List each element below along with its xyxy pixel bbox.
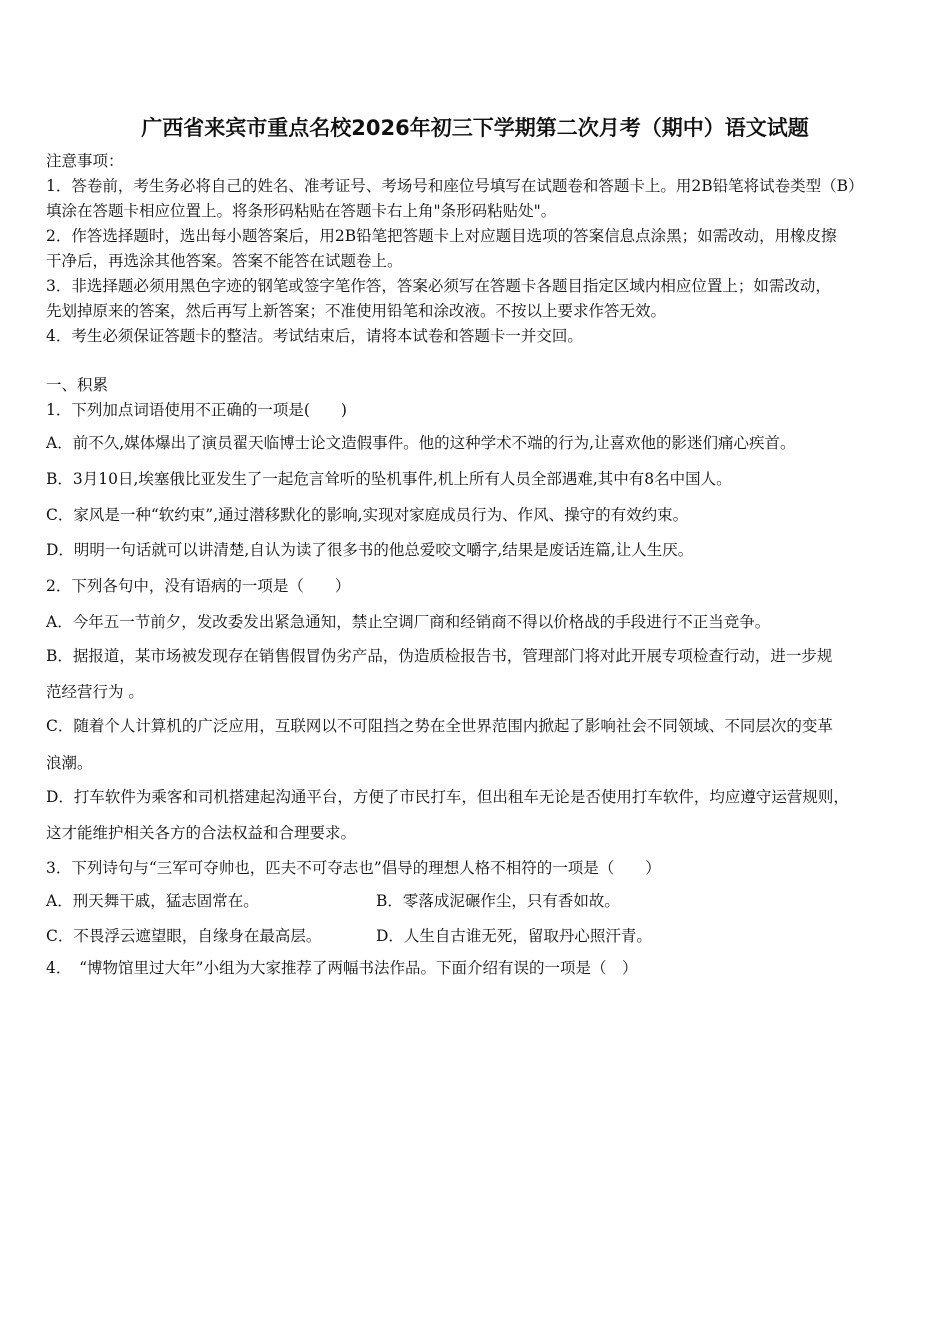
question-2-option-d-cont: 这才能维护相关各方的合法权益和合理要求。 <box>46 824 357 842</box>
section-heading: 一、积累 <box>46 376 109 394</box>
question-2-option-a: A．今年五一节前夕，发改委发出紧急通知，禁止空调厂商和经销商不得以价格战的手段进行不正当竞争。 <box>46 613 771 631</box>
question-2-option-b-cont: 范经营行为 。 <box>46 683 144 701</box>
question-2-stem: 2．下列各句中，没有语病的一项是（ ） <box>46 577 351 595</box>
question-3-option-b: B．零落成泥碾作尘，只有香如故。 <box>376 892 620 910</box>
question-1-option-a: A．前不久,媒体爆出了演员翟天临博士论文造假事件。他的这种学术不端的行为,让喜欢他的影迷们痛心疾首。 <box>46 434 796 452</box>
question-3-option-a: A．刑天舞干戚，猛志固常在。 <box>46 892 259 910</box>
notice-line: 干净后，再选涂其他答案。答案不能答在试题卷上。 <box>46 252 403 270</box>
notice-line: 先划掉原来的答案，然后再写上新答案；不准使用铅笔和涂改液。不按以上要求作答无效。 <box>46 302 667 320</box>
question-3-option-c: C．不畏浮云遮望眼，自缘身在最高层。 <box>46 927 322 945</box>
page-title: 广西省来宾市重点名校2026年初三下学期第二次月考（期中）语文试题 <box>141 116 809 140</box>
question-3-stem: 3．下列诗句与“三军可夺帅也，匹夫不可夺志也”倡导的理想人格不相符的一项是（ ） <box>46 859 661 877</box>
question-1-option-d: D．明明一句话就可以讲清楚,自认为读了很多书的他总爱咬文嚼字,结果是废话连篇,让人生厌。 <box>46 541 694 559</box>
question-2-option-c: C．随着个人计算机的广泛应用，互联网以不可阻挡之势在全世界范围内掀起了影响社会不同领域、不同层次的变革 <box>46 717 833 735</box>
question-4-stem: 4． “博物馆里过大年”小组为大家推荐了两幅书法作品。下面介绍有误的一项是（ ） <box>46 959 638 977</box>
question-2-option-c-cont: 浪潮。 <box>46 754 93 772</box>
question-1-stem: 1．下列加点词语使用不正确的一项是( ) <box>46 401 347 419</box>
notice-heading: 注意事项： <box>46 152 124 170</box>
notice-line: 4．考生必须保证答题卡的整洁。考试结束后，请将本试卷和答题卡一并交回。 <box>46 327 583 345</box>
question-1-option-b: B．3月10日,埃塞俄比亚发生了一起危言耸听的坠机事件,机上所有人员全部遇难,其中有8名中国人。 <box>46 470 732 488</box>
notice-line: 2．作答选择题时，选出每小题答案后，用2B铅笔把答题卡上对应题目选项的答案信息点涂黑；如需改动，用橡皮擦 <box>46 227 837 245</box>
question-2-option-b: B．据报道，某市场被发现存在销售假冒伪劣产品，伪造质检报告书，管理部门将对此开展专项检查行动，进一步规 <box>46 647 833 665</box>
notice-line: 1．答卷前，考生务必将自己的姓名、准考证号、考场号和座位号填写在试题卷和答题卡上。用2B铅笔将试卷类型（B） <box>46 177 864 195</box>
question-3-option-d: D．人生自古谁无死，留取丹心照汗青。 <box>376 927 652 945</box>
question-1-option-c: C．家风是一种“软约束”,通过潜移默化的影响,实现对家庭成员行为、作风、操守的有效约束。 <box>46 506 689 524</box>
notice-line: 3．非选择题必须用黑色字迹的钢笔或签字笔作答，答案必须写在答题卡各题目指定区域内相应位置上；如需改动， <box>46 277 831 295</box>
question-2-option-d: D．打车软件为乘客和司机搭建起沟通平台，方便了市民打车，但出租车无论是否使用打车软件，均应遵守运营规则， <box>46 788 849 806</box>
notice-line: 填涂在答题卡相应位置上。将条形码粘贴在答题卡右上角"条形码粘贴处"。 <box>46 202 557 220</box>
